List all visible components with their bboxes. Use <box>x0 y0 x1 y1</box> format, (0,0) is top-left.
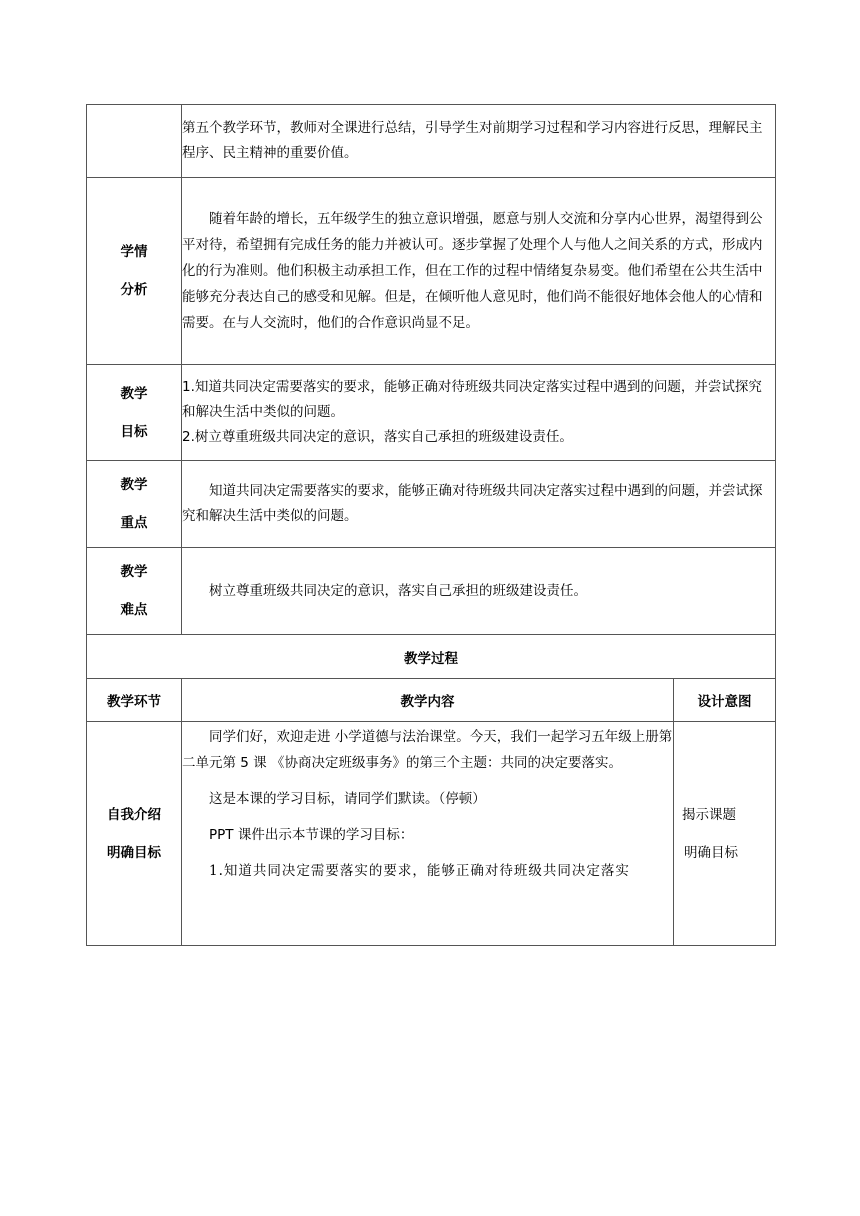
key-points-label-2: 重点 <box>120 515 148 531</box>
key-points-cell <box>182 461 776 548</box>
difficulties-text: 树立尊重班级共同决定的意识，落实自己承担的班级建设责任。 <box>209 582 587 599</box>
paragraph-gap <box>182 812 673 822</box>
student-analysis-label <box>87 178 182 365</box>
stage-paragraph-1: 同学们好，欢迎走进 小学道德与法治课堂。今天，我们一起学习五年级上册第二单元第 5 课 《协商决定班级事务》的第三个主题：共同的决定要落实。 <box>182 729 673 771</box>
key-points-label <box>87 461 182 548</box>
stage-label <box>87 722 182 946</box>
stage-intent-1: 揭示课题 <box>682 806 736 823</box>
stage-paragraph-2: 这是本课的学习目标，请同学们默读。（停顿） <box>209 791 486 807</box>
difficulties-cell <box>182 548 776 635</box>
stage-paragraph-4: 1.知道共同决定需要落实的要求，能够正确对待班级共同决定落实 <box>209 863 630 879</box>
stage-intent-2: 明确目标 <box>684 844 738 861</box>
key-points-label-1: 教学 <box>120 477 148 493</box>
objectives-label <box>87 365 182 461</box>
paragraph-gap <box>182 848 673 858</box>
column-header-intent: 设计意图 <box>674 679 776 722</box>
summary-row <box>87 105 776 178</box>
key-points-row <box>87 461 776 548</box>
student-analysis-label-1: 学情 <box>120 244 148 260</box>
stage-row <box>87 722 776 946</box>
paragraph-gap <box>182 776 673 786</box>
key-points-text: 知道共同决定需要落实的要求，能够正确对待班级共同决定落实过程中遇到的问题，并尝试探究和解决生活中类似的问题。 <box>182 483 763 524</box>
stage-label-2: 明确目标 <box>107 844 161 861</box>
student-analysis-row <box>87 178 776 365</box>
column-header-content: 教学内容 <box>182 679 674 722</box>
objective-item-2: 2.树立尊重班级共同决定的意识，落实自己承担的班级建设责任。 <box>182 429 573 445</box>
difficulties-label-1: 教学 <box>120 564 148 580</box>
objectives-label-1: 教学 <box>120 385 148 402</box>
objectives-label-2: 目标 <box>120 423 148 440</box>
objectives-cell <box>182 365 776 461</box>
stage-intent-cell <box>674 722 776 946</box>
objectives-row <box>87 365 776 461</box>
difficulties-label-2: 难点 <box>120 602 148 618</box>
student-analysis-cell <box>182 178 776 365</box>
lesson-plan-table <box>86 104 776 946</box>
summary-label-cell <box>87 105 182 178</box>
column-header-stage: 教学环节 <box>87 679 182 722</box>
difficulties-row <box>87 548 776 635</box>
student-analysis-label-2: 分析 <box>120 282 148 298</box>
process-header-row <box>87 679 776 722</box>
difficulties-label <box>87 548 182 635</box>
process-title-row <box>87 635 776 679</box>
process-title: 教学过程 <box>87 635 776 679</box>
student-analysis-text: 随着年龄的增长，五年级学生的独立意识增强，愿意与别人交流和分享内心世界，渴望得到公平对待，希望拥有完成任务的能力并被认可。逐步掌握了处理个人与他人之间关系的方式，形成内化的行为准则。他们积极主动承担工作，但在工作的过程中情绪复杂易变。他们希望在公共生活中能够充分表达自己的感受和见解。但是，在倾听他人意见时，他们尚不能很好地体会他人的心情和需要。在与人交流时，他们的合作意识尚显不足。 <box>182 211 763 331</box>
objective-item-1: 1.知道共同决定需要落实的要求，能够正确对待班级共同决定落实过程中遇到的问题，并尝试探究和解决生活中类似的问题。 <box>182 379 762 420</box>
summary-text: 第五个教学环节，教师对全课进行总结，引导学生对前期学习过程和学习内容进行反思，理解民主程序、民主精神的重要价值。 <box>182 120 763 161</box>
stage-content-cell <box>182 722 674 946</box>
stage-label-1: 自我介绍 <box>107 806 161 823</box>
stage-paragraph-3: PPT 课件出示本节课的学习目标： <box>209 827 414 843</box>
summary-cell <box>182 105 776 178</box>
